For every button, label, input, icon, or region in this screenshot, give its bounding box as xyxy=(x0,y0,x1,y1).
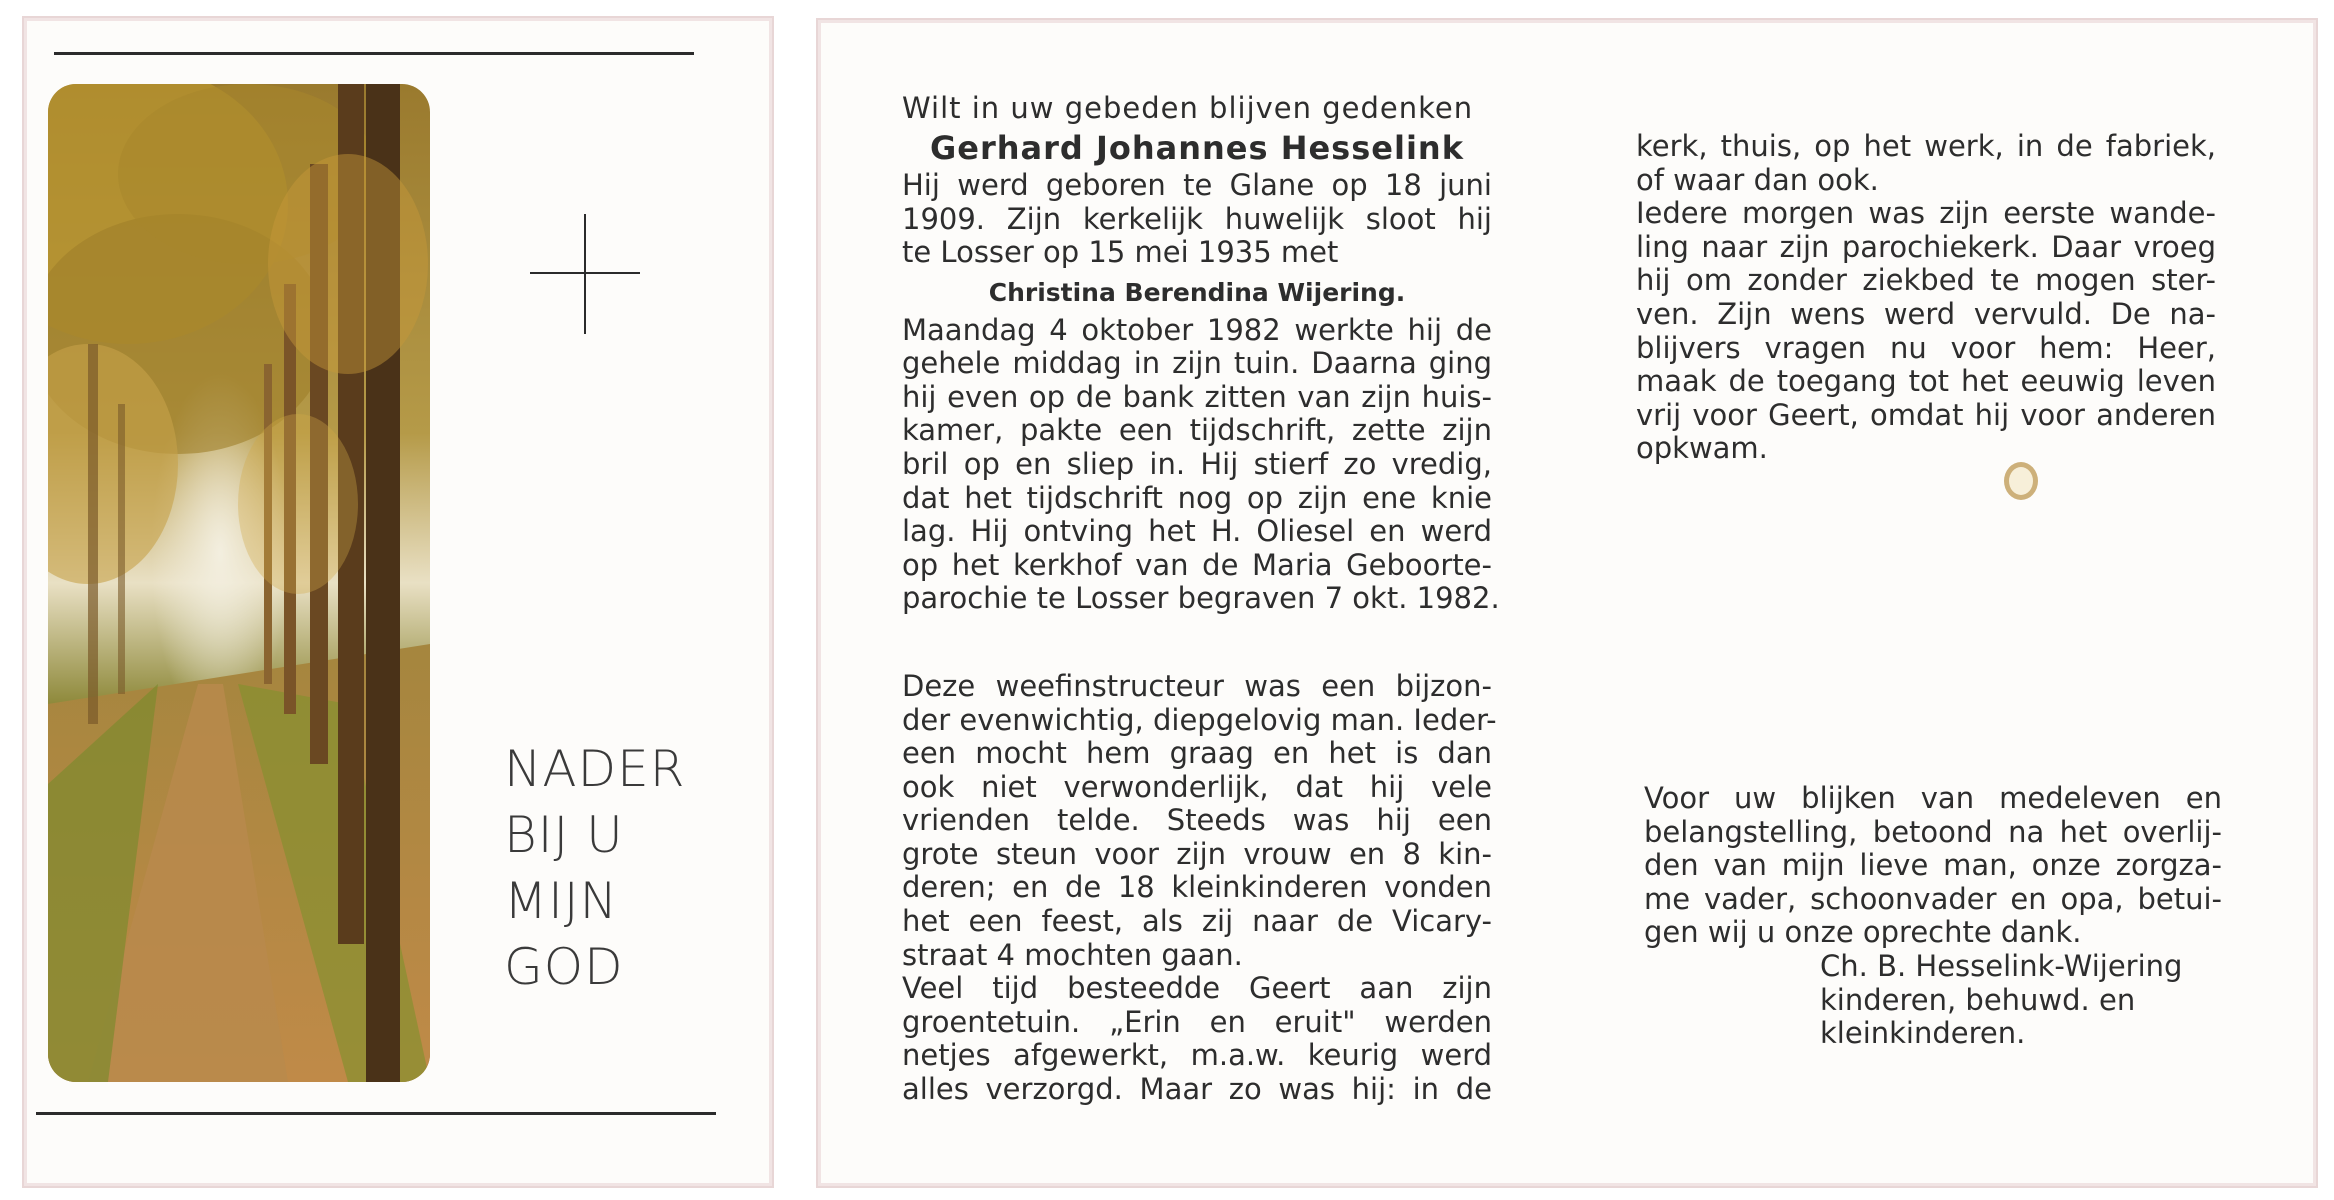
text-line: bril op en sliep in. Hij stierf zo vredig, xyxy=(902,446,1492,481)
bottom-rule xyxy=(36,1112,716,1115)
motto-line: GOD xyxy=(504,938,624,996)
text-line: ven. Zijn wens werd vervuld. De na- xyxy=(1636,296,2216,331)
text-line: lag. Hij ontving het H. Oliesel en werd xyxy=(902,514,1492,549)
text-line: Voor uw blijken van medeleven en xyxy=(1644,781,2222,815)
text-line: opkwam. xyxy=(1636,431,1768,466)
text-line: vrij voor Geert, omdat hij voor anderen xyxy=(1636,397,2216,432)
text-line: me vader, schoonvader en opa, betui- xyxy=(1644,881,2222,916)
text-line: het een feest, als zij naar de Vicary- xyxy=(902,904,1492,939)
text-line: ook niet verwonderlijk, dat hij vele xyxy=(902,769,1492,804)
text-line: Deze weefinstructeur was een bijzon- xyxy=(902,668,1492,703)
text-line: gehele middag in zijn tuin. Daarna ging xyxy=(902,346,1492,381)
paper-stain xyxy=(2004,462,2038,500)
text-line: gen wij u onze oprechte dank. xyxy=(1644,915,2082,950)
text-line: deren; en de 18 kleinkinderen vonden xyxy=(902,870,1492,905)
cross-icon xyxy=(530,214,640,334)
signature-line: kleinkinderen. xyxy=(1820,1016,2026,1051)
text-line: netjes afgewerkt, m.a.w. keurig werd xyxy=(902,1038,1492,1073)
motto-line: NADER xyxy=(504,740,686,798)
text-line: grote steun voor zijn vrouw en 8 kin- xyxy=(902,836,1492,871)
text-line: 1909. Zijn kerkelijk huwelijk sloot hij xyxy=(902,201,1492,236)
signature-line: kinderen, behuwd. en xyxy=(1820,982,2136,1017)
obituary-column-right xyxy=(1636,130,2216,466)
text-line: Maandag 4 oktober 1982 werkte hij de xyxy=(902,312,1492,347)
motto-line: MIJN xyxy=(504,872,619,930)
spouse-name: Christina Berendina Wijering. xyxy=(988,277,1406,307)
text-line: maak de toegang tot het eeuwig leven xyxy=(1636,364,2216,399)
text-line: vrienden telde. Steeds was hij een xyxy=(902,803,1492,838)
text-line: kerk, thuis, op het werk, in de fabriek, xyxy=(1636,129,2216,163)
text-line: dat het tijdschrift nog op zijn ene knie xyxy=(902,480,1492,515)
motto-text xyxy=(504,736,744,1000)
signature-line: Ch. B. Hesselink-Wijering xyxy=(1820,948,2183,983)
text-line: der evenwichtig, diepgelovig man. Ieder- xyxy=(902,702,1497,737)
text-line: groentetuin. „Erin en eruit" werden xyxy=(902,1004,1492,1039)
signature-block xyxy=(1820,950,2222,1051)
text-line: blijvers vragen nu voor hem: Heer, xyxy=(1636,330,2216,365)
text-line: hij even op de bank zitten van zijn huis- xyxy=(902,379,1492,414)
text-line: parochie te Losser begraven 7 okt. 1982. xyxy=(902,581,1500,616)
text-line: straat 4 mochten gaan. xyxy=(902,937,1243,972)
obituary-column-middle xyxy=(902,91,1500,1107)
text-line: hij om zonder ziekbed te mogen ster- xyxy=(1636,263,2216,298)
forest-path-image xyxy=(48,84,430,1082)
top-rule xyxy=(54,52,694,55)
text-line: ling naar zijn parochiekerk. Daar vroeg xyxy=(1636,229,2216,264)
deceased-name: Gerhard Johannes Hesselink xyxy=(930,128,1464,167)
text-line: op het kerkhof van de Maria Geboorte- xyxy=(902,547,1492,582)
thanks-block xyxy=(1644,782,2222,1051)
death-paragraph xyxy=(902,312,1500,616)
text-line: Veel tijd besteedde Geert aan zijn xyxy=(902,971,1492,1006)
text-line: belangstelling, betoond na het overlij- xyxy=(1644,814,2222,849)
text-line: alles verzorgd. Maar zo was hij: in de xyxy=(902,1072,1492,1107)
text-line: te Losser op 15 mei 1935 met xyxy=(902,235,1339,270)
birth-marriage-paragraph xyxy=(902,169,1492,270)
autumn-lane-photo xyxy=(48,84,430,1082)
text-line: kamer, pakte een tijdschrift, zette zijn xyxy=(902,413,1492,448)
text-line: Hij werd geboren te Glane op 18 juni xyxy=(902,168,1492,203)
text-line: Iedere morgen was zijn eerste wande- xyxy=(1636,196,2216,231)
motto-line: BIJ U xyxy=(504,806,624,864)
text-line: of waar dan ook. xyxy=(1636,162,1879,197)
text-line: een mocht hem graag en het is dan xyxy=(902,736,1492,771)
lead-text: Wilt in uw gebeden blijven gedenken xyxy=(902,91,1474,125)
character-paragraph xyxy=(902,668,1497,1107)
text-line: den van mijn lieve man, onze zorgza- xyxy=(1644,848,2222,883)
